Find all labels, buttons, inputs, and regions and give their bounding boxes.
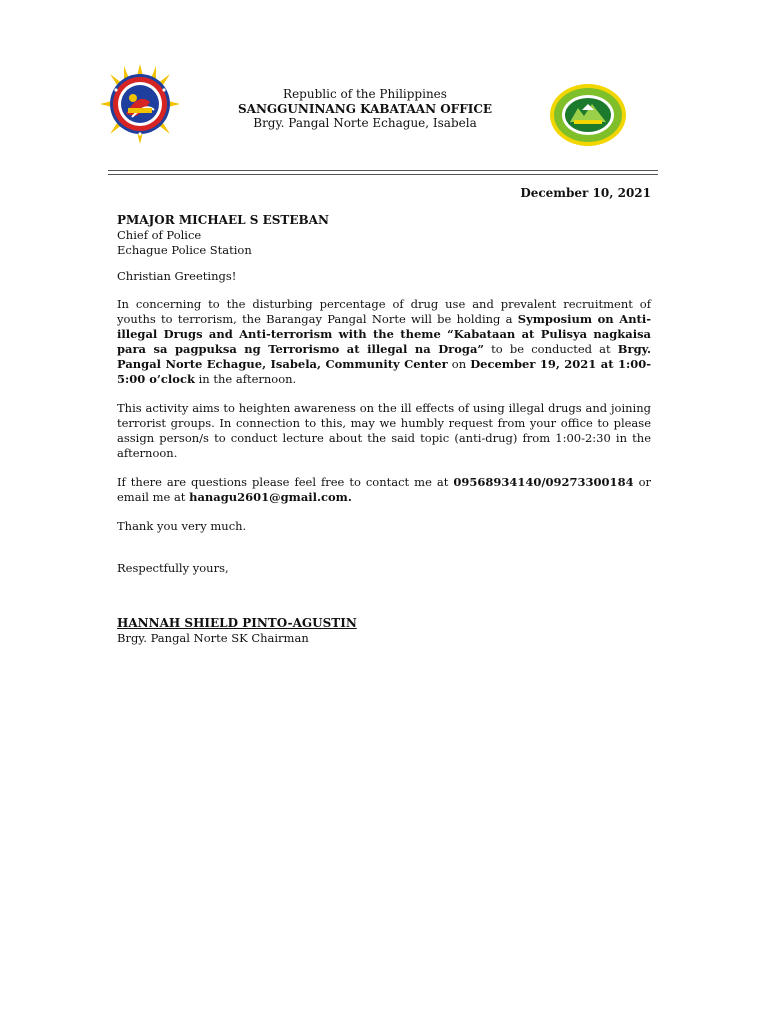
letter-body — [117, 213, 651, 646]
closing-line: Respectfully yours, — [117, 561, 229, 575]
addressee-station: Echague Police Station — [117, 243, 252, 257]
contact-numbers: 09568934140/09273300184 — [453, 475, 634, 489]
greeting: Christian Greetings! — [117, 269, 237, 283]
bayan-ng-echague-seal-icon — [548, 82, 628, 148]
addressee-name: PMAJOR MICHAEL S ESTEBAN — [117, 213, 329, 227]
signatory-name: HANNAH SHIELD PINTO-AGUSTIN — [117, 616, 357, 630]
paragraph-3: If there are questions please feel free to contact me at 09568934140/09273300184 or email me at hanagu2601@gmail.com. — [117, 475, 651, 504]
contact-email: hanagu2601@gmail.com. — [189, 490, 352, 504]
paragraph-1: In concerning to the disturbing percentage of drug use and prevalent recruitment of youths to terrorism, the Barangay Pangal Norte will be holding a Symposium on Anti-illegal Drugs and Anti-terrorism with the theme “Kabataan at Pulisya nagkaisa para sa pagpuksa ng Terrorismo at illegal na Droga” to be conducted at Brgy. Pangal Norte Echague, Isabela, Community Center on December 19, 2021 at 1:00-5:00 o’clock in the afternoon. — [117, 297, 652, 386]
addressee-title: Chief of Police — [117, 228, 202, 242]
office-name: SANGGUNINANG KABATAAN OFFICE — [237, 101, 493, 116]
office-address: Brgy. Pangal Norte Echague, Isabela — [253, 116, 477, 130]
header-divider-top — [108, 170, 658, 171]
letter-date: December 10, 2021 — [520, 186, 651, 200]
header-divider-bottom — [108, 174, 658, 175]
sangguniang-kabataan-seal-icon — [98, 62, 182, 146]
paragraph-2: This activity aims to heighten awareness on the ill effects of using illegal drugs and joining terrorist groups. In connection to this, may we humbly request from your office to please assign person/s to conduct lecture about the said topic (anti-drug) from 1:00-2:30 in the afternoon. — [117, 401, 651, 460]
signatory-position: Brgy. Pangal Norte SK Chairman — [117, 631, 309, 645]
republic-line: Republic of the Philippines — [283, 87, 447, 101]
letterhead — [200, 87, 530, 131]
thanks-line: Thank you very much. — [117, 519, 247, 533]
